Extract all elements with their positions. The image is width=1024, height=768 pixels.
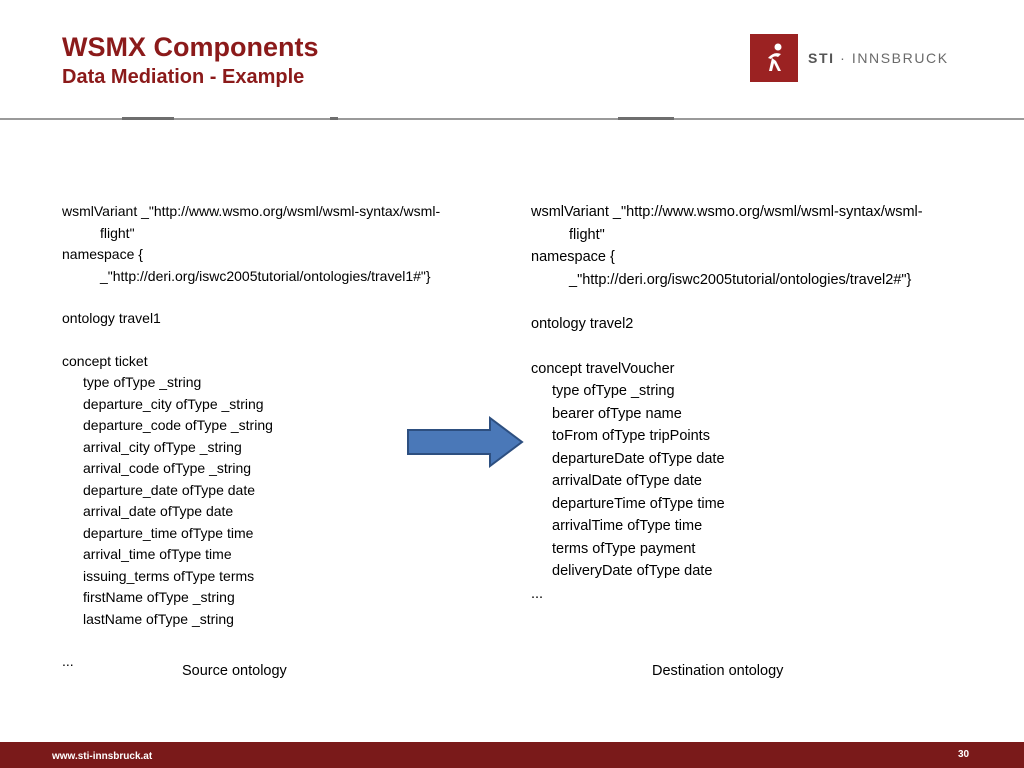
attribute-line: firstName ofType _string [83, 589, 235, 605]
footer-url: www.sti-innsbruck.at [52, 751, 153, 762]
attribute-line: arrival_date ofType date [83, 503, 234, 519]
attribute-line: arrivalDate ofType date [552, 473, 702, 489]
right-arrow-icon [406, 416, 526, 473]
header-accent-right [618, 117, 674, 120]
wsml-variant-line: wsmlVariant _"http://www.wsmo.org/wsml/wsml-syntax/wsml- [62, 203, 441, 219]
ontology-line: ontology travel2 [531, 316, 634, 332]
destination-caption: Destination ontology [652, 663, 784, 679]
attribute-line: departure_date ofType date [83, 481, 256, 498]
wsml-variant-line-cont: flight" [100, 224, 135, 241]
attribute-line: type ofType _string [83, 374, 202, 390]
namespace-line-cont: _"http://deri.org/iswc2005tutorial/ontologies/travel2#"} [569, 271, 912, 288]
namespace-line: namespace { [531, 249, 615, 265]
attribute-line: departureTime ofType time [552, 495, 725, 512]
header-accent-mid [330, 117, 338, 120]
concept-line: concept travelVoucher [531, 360, 675, 377]
footer-bar [0, 742, 1024, 768]
attribute-line: arrival_city ofType _string [83, 438, 242, 455]
slide-subtitle: Data Mediation - Example [62, 66, 305, 88]
sti-figure-icon [750, 34, 798, 82]
attribute-line: issuing_terms ofType terms [83, 567, 255, 584]
source-caption: Source ontology [182, 663, 287, 679]
wsml-variant-line: wsmlVariant _"http://www.wsmo.org/wsml/wsml-syntax/wsml- [531, 204, 923, 220]
attribute-line: arrival_time ofType time [83, 546, 232, 562]
ellipsis: ... [62, 653, 74, 669]
attribute-line: arrival_code ofType _string [83, 460, 252, 476]
header-accent-left [122, 117, 174, 120]
attribute-line: arrivalTime ofType time [552, 518, 703, 534]
attribute-line: type ofType _string [552, 383, 675, 399]
attribute-line: bearer ofType name [552, 405, 682, 422]
ontology-line: ontology travel1 [62, 310, 161, 326]
slide-title: WSMX Components [62, 32, 319, 62]
ellipsis: ... [531, 585, 544, 602]
attribute-line: departure_city ofType _string [83, 395, 264, 412]
attribute-line: toFrom ofType tripPoints [552, 428, 710, 444]
concept-line: concept ticket [62, 352, 148, 369]
namespace-line: namespace { [62, 246, 143, 262]
attribute-line: departureDate ofType date [552, 450, 725, 467]
namespace-line-cont: _"http://deri.org/iswc2005tutorial/ontologies/travel1#"} [100, 267, 431, 284]
attribute-line: departure_time ofType time [83, 524, 254, 541]
sti-logo [750, 34, 949, 82]
attribute-line: deliveryDate ofType date [552, 563, 713, 579]
attribute-line: lastName ofType _string [83, 610, 234, 627]
destination-ontology-code [531, 201, 971, 605]
logo-text: STI · INNSBRUCK [808, 50, 949, 66]
page-number: 30 [958, 749, 970, 760]
attribute-line: terms ofType payment [552, 540, 696, 557]
wsml-variant-line-cont: flight" [569, 226, 605, 243]
attribute-line: departure_code ofType _string [83, 417, 273, 433]
